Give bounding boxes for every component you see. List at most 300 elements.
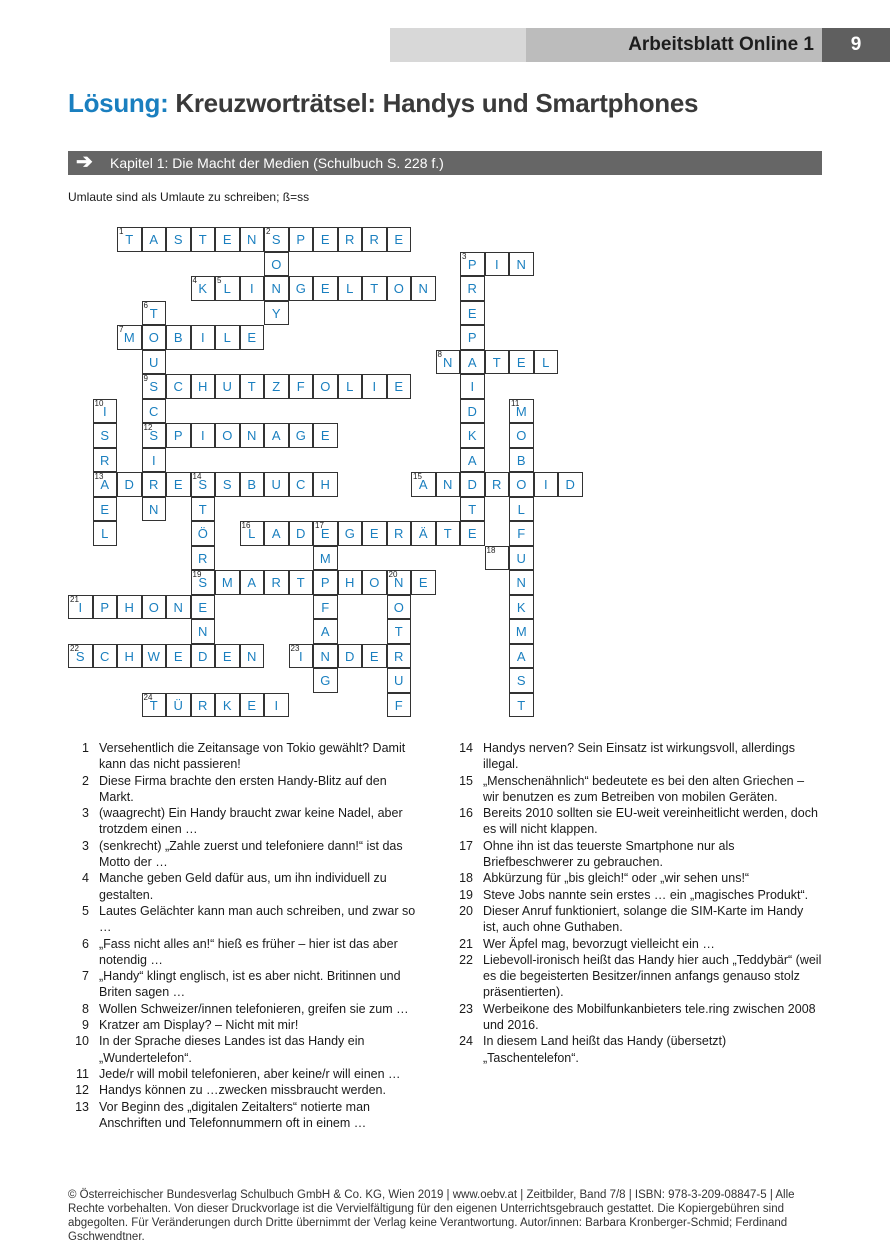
answer-letter: B bbox=[247, 477, 257, 492]
grid-cell bbox=[387, 521, 412, 546]
grid-cell bbox=[264, 252, 289, 277]
clue-item-number: 6 bbox=[82, 936, 89, 951]
answer-letter: T bbox=[370, 281, 379, 296]
clue-number: 16 bbox=[241, 521, 251, 530]
answer-letter: E bbox=[394, 379, 404, 394]
grid-cell bbox=[264, 521, 289, 546]
answer-letter: D bbox=[467, 477, 477, 492]
clue-item bbox=[68, 1033, 420, 1066]
grid-cell bbox=[117, 325, 142, 350]
grid-cell bbox=[117, 227, 142, 252]
grid-cell bbox=[215, 644, 240, 669]
grid-cell bbox=[215, 423, 240, 448]
clue-item-number: 5 bbox=[82, 903, 89, 918]
answer-letter: N bbox=[247, 648, 257, 664]
clue-number: 20 bbox=[388, 570, 398, 579]
grid-cell bbox=[264, 693, 289, 718]
answer-letter: M bbox=[515, 403, 527, 419]
grid-cell bbox=[313, 619, 338, 644]
grid-cell bbox=[313, 546, 338, 571]
answer-letter: S bbox=[198, 477, 208, 492]
grid-cell bbox=[142, 423, 167, 448]
clue-item bbox=[68, 740, 420, 773]
grid-cell bbox=[191, 644, 216, 669]
grid-cell bbox=[460, 350, 485, 375]
clue-item bbox=[452, 805, 822, 838]
answer-letter: A bbox=[467, 452, 477, 468]
clue-item-text: Abkürzung für „bis gleich!“ oder „wir sehen uns!“ bbox=[483, 871, 750, 886]
grid-cell bbox=[289, 472, 314, 497]
grid-cell bbox=[166, 644, 191, 669]
grid-cell bbox=[142, 644, 167, 669]
clue-item bbox=[68, 1082, 420, 1098]
answer-letter: S bbox=[222, 477, 232, 492]
answer-letter: O bbox=[271, 256, 282, 272]
grid-cell bbox=[485, 350, 510, 375]
clue-item-number: 21 bbox=[459, 936, 473, 951]
grid-cell bbox=[485, 546, 510, 571]
answer-letter: S bbox=[271, 232, 281, 247]
grid-cell bbox=[93, 497, 118, 522]
clue-number: 18 bbox=[486, 545, 496, 555]
grid-cell bbox=[313, 521, 338, 546]
grid-cell bbox=[142, 448, 167, 473]
grid-cell bbox=[142, 374, 167, 399]
grid-cell bbox=[558, 472, 583, 497]
clue-item bbox=[452, 1001, 822, 1034]
grid-cell bbox=[264, 374, 289, 399]
answer-letter: E bbox=[369, 648, 379, 664]
answer-letter: R bbox=[198, 697, 208, 713]
answer-letter: H bbox=[124, 599, 134, 615]
clue-item-number: 1 bbox=[82, 741, 89, 755]
answer-letter: G bbox=[295, 281, 306, 296]
grid-cell bbox=[313, 644, 338, 669]
clue-number: 15 bbox=[413, 472, 422, 481]
answer-letter: T bbox=[443, 526, 452, 541]
answer-letter: I bbox=[78, 599, 83, 615]
grid-cell bbox=[166, 423, 191, 448]
clue-item bbox=[68, 838, 420, 871]
clue-item bbox=[452, 952, 822, 1001]
clue-item-text: Vor Beginn des „digitalen Zeitalters“ notierte man Anschriften und Telefonnummern oft in einem … bbox=[99, 1099, 370, 1130]
clue-item bbox=[68, 1017, 420, 1033]
answer-letter: R bbox=[198, 550, 208, 566]
clue-number: 10 bbox=[94, 398, 104, 408]
answer-letter: I bbox=[249, 281, 254, 296]
clue-item-text: „Handy“ klingt englisch, ist es aber nicht. Britinnen und Briten sagen … bbox=[99, 969, 401, 1000]
answer-letter: E bbox=[320, 526, 330, 541]
answer-letter: Ä bbox=[418, 526, 428, 541]
answer-letter: T bbox=[198, 501, 207, 517]
answer-letter: P bbox=[320, 575, 330, 590]
grid-cell bbox=[191, 472, 216, 497]
title-text: Kreuzworträtsel: Handys und Smartphones bbox=[175, 88, 699, 118]
answer-letter: L bbox=[248, 526, 256, 541]
clue-number: 2 bbox=[266, 227, 271, 236]
answer-letter: I bbox=[470, 379, 475, 394]
answer-letter: H bbox=[320, 477, 330, 492]
grid-cell bbox=[240, 644, 265, 669]
clue-item-number: 11 bbox=[76, 1066, 89, 1081]
grid-cell bbox=[166, 472, 191, 497]
grid-cell bbox=[142, 595, 167, 620]
grid-cell bbox=[93, 448, 118, 473]
grid-cell bbox=[362, 374, 387, 399]
clue-number: 12 bbox=[143, 423, 153, 432]
clue-item-text: „Fass nicht alles an!“ hieß es früher – hier ist das aber notendig … bbox=[99, 936, 398, 967]
answer-letter: C bbox=[149, 403, 159, 419]
answer-letter: S bbox=[149, 379, 159, 394]
page-number: 9 bbox=[822, 28, 890, 62]
answer-letter: D bbox=[565, 477, 575, 492]
clue-number: 23 bbox=[290, 643, 300, 653]
grid-cell bbox=[509, 668, 534, 693]
clue-item-number: 3 bbox=[82, 806, 89, 821]
clue-item-number: 9 bbox=[82, 1018, 89, 1033]
answer-letter: R bbox=[492, 477, 502, 492]
clue-item bbox=[68, 936, 420, 969]
grid-cell bbox=[142, 399, 167, 424]
grid-cell bbox=[240, 227, 265, 252]
clue-number: 14 bbox=[192, 472, 202, 481]
grid-cell bbox=[338, 276, 363, 301]
answer-letter: E bbox=[320, 232, 330, 247]
clue-number: 9 bbox=[143, 374, 148, 383]
clue-number: 13 bbox=[94, 472, 104, 481]
clue-item-text: Liebevoll-ironisch heißt das Handy hier auch „Teddybär“ (weil es die begeisterten Besitzer/innen anfangs genauso stolz präsentierten). bbox=[483, 952, 822, 1000]
answer-letter: H bbox=[198, 379, 208, 394]
answer-letter: S bbox=[75, 648, 85, 664]
clue-number: 7 bbox=[119, 325, 124, 334]
answer-letter: S bbox=[100, 428, 110, 443]
answer-letter: S bbox=[173, 232, 183, 247]
answer-letter: T bbox=[198, 232, 207, 247]
answer-letter: R bbox=[271, 575, 281, 590]
clue-item bbox=[452, 903, 822, 936]
grid-cell bbox=[313, 668, 338, 693]
grid-cell bbox=[191, 595, 216, 620]
answer-letter: N bbox=[516, 575, 526, 590]
grid-cell bbox=[338, 644, 363, 669]
clue-item-number: 4 bbox=[82, 871, 89, 886]
clue-item-number: 12 bbox=[75, 1083, 89, 1098]
answer-letter: N bbox=[418, 281, 428, 296]
grid-cell bbox=[362, 521, 387, 546]
arrow-right-icon: ➔ bbox=[76, 151, 93, 173]
grid-cell bbox=[240, 521, 265, 546]
grid-cell bbox=[68, 595, 93, 620]
answer-letter: F bbox=[517, 526, 526, 541]
clue-item-number: 20 bbox=[459, 903, 473, 918]
grid-cell bbox=[191, 325, 216, 350]
answer-letter: I bbox=[102, 403, 107, 419]
clue-item-text: Diese Firma brachte den ersten Handy-Blitz auf den Markt. bbox=[99, 773, 387, 804]
grid-cell bbox=[436, 472, 461, 497]
answer-letter: E bbox=[173, 477, 183, 492]
answer-letter: T bbox=[517, 697, 526, 713]
grid-cell bbox=[534, 350, 559, 375]
answer-letter: D bbox=[467, 403, 477, 419]
clue-item-number: 23 bbox=[459, 1001, 473, 1016]
answer-letter: O bbox=[148, 330, 159, 345]
answer-letter: I bbox=[200, 428, 205, 443]
clue-item bbox=[68, 1066, 420, 1082]
answer-letter: I bbox=[543, 477, 548, 492]
clue-item bbox=[68, 773, 420, 806]
answer-letter: E bbox=[369, 526, 379, 541]
answer-letter: O bbox=[320, 379, 331, 394]
answer-letter: M bbox=[123, 330, 135, 345]
answer-letter: R bbox=[369, 232, 379, 247]
answer-letter: P bbox=[467, 256, 477, 272]
grid-cell bbox=[509, 423, 534, 448]
grid-cell bbox=[387, 619, 412, 644]
grid-cell bbox=[411, 276, 436, 301]
grid-cell bbox=[240, 472, 265, 497]
grid-cell bbox=[509, 595, 534, 620]
clue-item-number: 8 bbox=[82, 1001, 89, 1016]
answer-letter: L bbox=[517, 501, 525, 517]
clue-number: 1 bbox=[119, 227, 124, 236]
clue-item-number: 15 bbox=[459, 773, 473, 788]
answer-letter: T bbox=[149, 697, 158, 713]
answer-letter: A bbox=[516, 648, 526, 664]
clue-list-right bbox=[452, 740, 822, 1066]
answer-letter: S bbox=[198, 575, 208, 590]
grid-cell bbox=[240, 693, 265, 718]
grid-cell bbox=[509, 521, 534, 546]
grid-cell bbox=[142, 227, 167, 252]
clue-list-left bbox=[68, 740, 420, 1131]
grid-cell bbox=[509, 546, 534, 571]
clue-item-text: (senkrecht) „Zahle zuerst und telefoniere dann!“ ist das Motto der … bbox=[99, 838, 403, 870]
answer-letter: N bbox=[443, 354, 453, 370]
grid-cell bbox=[264, 276, 289, 301]
answer-letter: O bbox=[148, 599, 159, 615]
answer-letter: U bbox=[516, 550, 526, 566]
grid-cell bbox=[387, 595, 412, 620]
answer-letter: O bbox=[369, 575, 380, 590]
chapter-title: Kapitel 1: Die Macht der Medien (Schulbuch S. 228 f.) bbox=[110, 155, 444, 171]
answer-letter: P bbox=[296, 232, 306, 247]
answer-letter: M bbox=[319, 550, 331, 566]
grid-cell bbox=[215, 472, 240, 497]
clue-item-number: 17 bbox=[459, 838, 473, 853]
answer-letter: B bbox=[516, 452, 526, 468]
answer-letter: N bbox=[149, 501, 159, 517]
answer-letter: L bbox=[542, 354, 550, 370]
grid-cell bbox=[142, 497, 167, 522]
answer-letter: E bbox=[394, 232, 404, 247]
grid-cell bbox=[93, 644, 118, 669]
grid-cell bbox=[411, 521, 436, 546]
answer-letter: I bbox=[372, 379, 377, 394]
grid-cell bbox=[338, 570, 363, 595]
grid-cell bbox=[362, 227, 387, 252]
grid-cell bbox=[142, 301, 167, 326]
grid-cell bbox=[68, 644, 93, 669]
clue-number: 6 bbox=[143, 300, 148, 310]
grid-cell bbox=[362, 570, 387, 595]
answer-letter: N bbox=[320, 648, 330, 664]
grid-cell bbox=[289, 423, 314, 448]
answer-letter: Z bbox=[272, 379, 281, 394]
answer-letter: N bbox=[247, 232, 257, 247]
grid-cell bbox=[191, 374, 216, 399]
grid-cell bbox=[460, 325, 485, 350]
answer-letter: K bbox=[516, 599, 526, 615]
clue-item-text: In der Sprache dieses Landes ist das Handy ein „Wundertelefon“. bbox=[99, 1034, 365, 1065]
answer-letter: E bbox=[320, 281, 330, 296]
answer-letter: F bbox=[296, 379, 305, 394]
answer-letter: G bbox=[295, 428, 306, 443]
grid-cell bbox=[485, 472, 510, 497]
clue-item-text: Handys nerven? Sein Einsatz ist wirkungsvoll, allerdings illegal. bbox=[483, 741, 795, 772]
answer-letter: A bbox=[247, 575, 257, 590]
grid-cell bbox=[289, 227, 314, 252]
clue-number: 11 bbox=[511, 398, 520, 408]
grid-cell bbox=[191, 570, 216, 595]
grid-cell bbox=[264, 423, 289, 448]
grid-cell bbox=[191, 693, 216, 718]
clue-item-text: „Menschenähnlich“ bedeutete es bei den alten Griechen – wir benutzen es zum Betreiben von mobilen Geräten. bbox=[483, 773, 805, 804]
clue-number: 3 bbox=[462, 251, 467, 261]
grid-cell bbox=[387, 227, 412, 252]
answer-letter: L bbox=[223, 281, 231, 296]
answer-letter: K bbox=[198, 281, 208, 296]
grid-cell bbox=[191, 619, 216, 644]
grid-cell bbox=[93, 472, 118, 497]
grid-cell bbox=[338, 521, 363, 546]
clue-number: 19 bbox=[192, 570, 202, 579]
answer-letter: P bbox=[100, 599, 110, 615]
grid-cell bbox=[191, 497, 216, 522]
grid-cell bbox=[436, 521, 461, 546]
answer-letter: E bbox=[467, 305, 477, 321]
clue-item bbox=[452, 887, 822, 903]
grid-cell bbox=[411, 472, 436, 497]
answer-letter: D bbox=[296, 526, 306, 541]
answer-letter: N bbox=[247, 428, 257, 443]
grid-cell bbox=[509, 570, 534, 595]
answer-letter: P bbox=[173, 428, 183, 443]
answer-letter: L bbox=[346, 281, 354, 296]
clue-item-text: In diesem Land heißt das Handy (übersetzt) „Taschentelefon“. bbox=[483, 1034, 727, 1065]
copyright-footer: © Österreichischer Bundesverlag Schulbuch GmbH & Co. KG, Wien 2019 | www.oebv.at | Zeitbilder, Band 7/8 | ISBN: 978-3-209-08847-5 | Alle Rechte vorbehalten. Von dieser Druckvorlage ist die Vervielfältigung für den eigenen Unterrichtsgebrauch gestattet. Die Kopiergebühren sind abgegolten. Für Veränderungen durch Dritte übernimmt der Verlag keine Verantwortung. Autor/innen: Barbara Kronberger-Schmid; Ferdinand Gschwendtner. bbox=[68, 1189, 795, 1243]
answer-letter: D bbox=[198, 648, 208, 664]
answer-letter: A bbox=[149, 232, 159, 247]
clue-item bbox=[452, 773, 822, 806]
answer-letter: Ö bbox=[197, 526, 208, 541]
grid-cell bbox=[485, 252, 510, 277]
answer-letter: E bbox=[418, 575, 428, 590]
clue-item-text: Handys können zu …zwecken missbraucht werden. bbox=[99, 1083, 386, 1098]
grid-cell bbox=[240, 374, 265, 399]
grid-cell bbox=[509, 693, 534, 718]
clue-number: 5 bbox=[217, 276, 222, 285]
grid-cell bbox=[264, 227, 289, 252]
clue-number: 22 bbox=[70, 643, 79, 653]
grid-cell bbox=[460, 276, 485, 301]
answer-letter: K bbox=[467, 428, 477, 443]
grid-cell bbox=[215, 570, 240, 595]
answer-letter: L bbox=[101, 526, 109, 541]
answer-letter: O bbox=[393, 281, 404, 296]
answer-letter: T bbox=[492, 354, 501, 370]
clue-item-number: 19 bbox=[459, 887, 473, 902]
grid-cell bbox=[166, 693, 191, 718]
clue-item bbox=[68, 1001, 420, 1017]
grid-cell bbox=[191, 227, 216, 252]
clue-item-number: 13 bbox=[75, 1099, 89, 1114]
grid-cell bbox=[509, 399, 534, 424]
answer-letter: E bbox=[100, 501, 110, 517]
clue-item-text: Ohne ihn ist das teuerste Smartphone nur als Briefbeschwerer zu gebrauchen. bbox=[483, 838, 735, 870]
clue-item-number: 24 bbox=[459, 1034, 473, 1049]
grid-cell bbox=[387, 570, 412, 595]
grid-cell bbox=[411, 570, 436, 595]
clue-item bbox=[452, 740, 822, 773]
answer-letter: F bbox=[394, 697, 403, 713]
grid-cell bbox=[240, 423, 265, 448]
grid-cell bbox=[264, 301, 289, 326]
answer-letter: U bbox=[222, 379, 232, 394]
answer-letter: T bbox=[247, 379, 256, 394]
grid-cell bbox=[142, 325, 167, 350]
answer-letter: E bbox=[467, 526, 477, 541]
answer-letter: A bbox=[320, 624, 330, 639]
answer-letter: I bbox=[298, 648, 303, 664]
answer-letter: R bbox=[100, 452, 110, 468]
answer-letter: O bbox=[393, 599, 404, 615]
clue-item bbox=[452, 838, 822, 871]
clue-item-text: Kratzer am Display? – Nicht mit mir! bbox=[99, 1018, 299, 1033]
clue-item-text: Manche geben Geld dafür aus, um ihn individuell zu gestalten. bbox=[99, 871, 387, 902]
grid-cell bbox=[460, 301, 485, 326]
answer-letter: T bbox=[125, 232, 134, 247]
answer-letter: N bbox=[173, 599, 183, 615]
answer-letter: T bbox=[296, 575, 305, 590]
answer-letter: R bbox=[394, 526, 404, 541]
grid-cell bbox=[142, 472, 167, 497]
grid-cell bbox=[313, 374, 338, 399]
grid-cell bbox=[509, 644, 534, 669]
answer-letter: G bbox=[344, 526, 355, 541]
clue-item-text: Lautes Gelächter kann man auch schreiben, und zwar so … bbox=[99, 903, 416, 935]
grid-cell bbox=[93, 399, 118, 424]
answer-letter: N bbox=[516, 256, 526, 272]
clue-item-text: Steve Jobs nannte sein erstes … ein „magisches Produkt“. bbox=[483, 887, 809, 902]
answer-letter: N bbox=[394, 575, 404, 590]
answer-letter: A bbox=[271, 526, 281, 541]
answer-letter: L bbox=[346, 379, 354, 394]
grid-cell bbox=[166, 325, 191, 350]
clue-item-number: 16 bbox=[459, 806, 473, 821]
grid-cell bbox=[509, 350, 534, 375]
answer-letter: B bbox=[173, 330, 183, 345]
grid-cell bbox=[117, 644, 142, 669]
grid-cell bbox=[142, 693, 167, 718]
answer-letter: R bbox=[467, 281, 477, 296]
clue-item-number: 7 bbox=[82, 969, 89, 984]
grid-cell bbox=[264, 472, 289, 497]
grid-cell bbox=[289, 644, 314, 669]
answer-letter: M bbox=[221, 575, 233, 590]
clue-item-number: 14 bbox=[459, 741, 473, 755]
clue-number: 21 bbox=[70, 594, 79, 604]
grid-cell bbox=[166, 374, 191, 399]
